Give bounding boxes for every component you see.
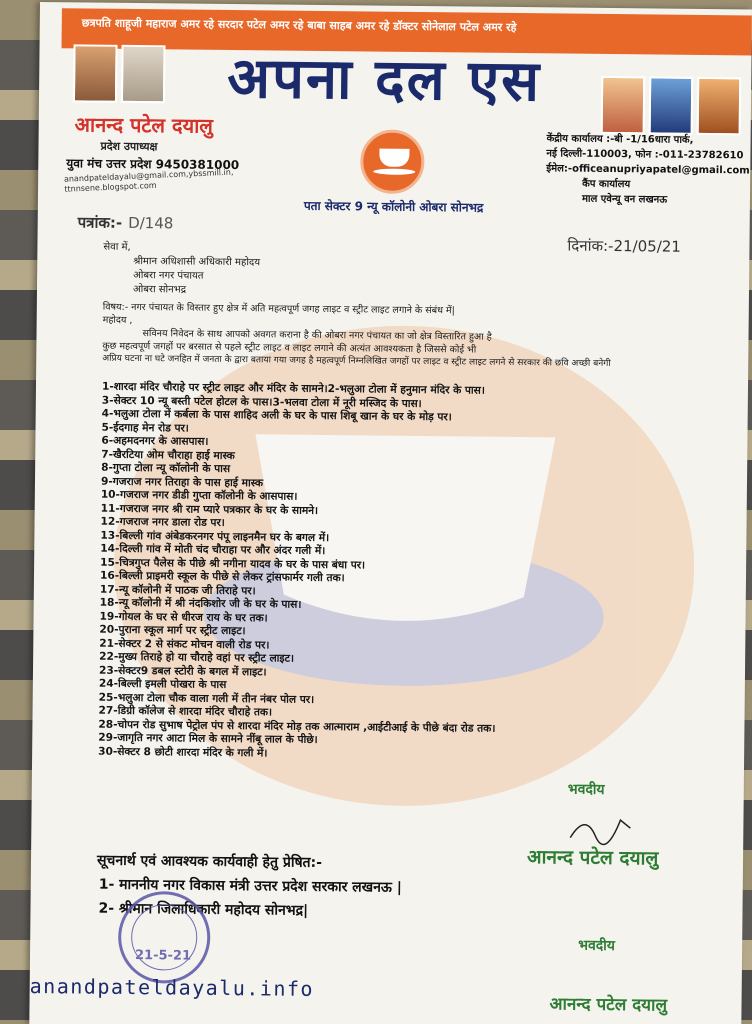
person-blog: ttnnsene.blogspot.com xyxy=(64,180,157,194)
body-paragraph: कुछ महत्वपूर्ण जगहों पर बरसात से पहले स्ट्रीट लाइट व लाइट लगाने की अत्यंत आवश्यकता है जिससे कोई भी xyxy=(102,340,477,356)
header-slogan-strip: छत्रपति शाहूजी महाराज अमर रहे सरदार पटेल अमर रहे बाबा साहब अमर रहे डॉक्टर सोनेलाल पटेल अमर रहे xyxy=(62,8,752,55)
office-line: माल एवेन्यू वन लखनऊ xyxy=(581,193,668,206)
location-item: 20-पुराना स्कूल मार्ग पर स्ट्रीट लाइट। xyxy=(99,623,246,638)
location-item: 16-बिल्ली प्राइमरी स्कूल के पीछे से लेकर ट्रांसफार्मर गली तक। xyxy=(99,569,345,585)
leader-portrait-1 xyxy=(73,44,118,102)
party-address: पता सेक्टर 9 न्यू कॉलोनी ओबरा सोनभद्र xyxy=(303,198,484,215)
leader-portrait-2 xyxy=(121,45,166,103)
office-line: ईमेल:-officeanupriyapatel@gmail.com xyxy=(546,163,750,177)
location-item: 22-मुख्य तिराहे हो या चौराहे वहां पर स्ट्रीट लाइट। xyxy=(99,650,295,665)
location-item: 17-न्यू कॉलोनी में पाठक जी तिराहे पर। xyxy=(99,583,256,597)
reference-number xyxy=(78,212,174,233)
location-item: 3-सेक्टर 10 न्यू बस्ती पटेल होटल के पास।3-भलवा टोला में नूरी मस्जिद के पास। xyxy=(101,394,422,410)
location-item: 8-गुप्ता टोला न्यू कॉलोनी के पास xyxy=(101,461,231,476)
signature-name-2: आनन्द पटेल दयालु xyxy=(549,994,668,1016)
location-item: 13-बिल्ली गांव अंबेडकरनगर पंपू लाइनमैन घर के बगल में। xyxy=(100,529,330,544)
addressee-line: श्रीमान अधिशासी अधिकारी महोदय xyxy=(133,255,261,269)
leader-portrait-5 xyxy=(697,77,742,135)
location-item: 15-चित्रगुप्त पैलेस के पीछे श्री नगीना यादव के घर के पास बंधा पर। xyxy=(100,556,366,571)
leader-portrait-3 xyxy=(601,76,646,134)
office-line: केंद्रीय कार्यालय :-बी -1/16धारा पार्क, xyxy=(546,133,694,146)
location-item: 27-डिग्री कॉलेज से शारदा मंदिर चौराहे तक। xyxy=(98,704,273,719)
location-item: 11-गजराज नगर श्री राम प्यारे पत्रकार के घर के सामने। xyxy=(100,502,319,517)
office-address xyxy=(546,131,750,208)
addressee-line: सेवा में, xyxy=(103,241,131,253)
ref-label: पत्रांक:- xyxy=(77,213,123,232)
party-name: अपना दल एस xyxy=(227,45,542,115)
body-paragraph: अप्रिय घटना ना घटे जनहित में जनता के द्वारा बताया गया जगह है महत्वपूर्ण निम्नलिखित जगहों पर लाइट व स्ट्रीट लाइट लगने से सरकार की छवि अच्छी बनेगी xyxy=(102,353,611,369)
person-name: आनन्द पटेल दयालु xyxy=(74,112,214,138)
location-item: 5-ईदगाह मेन रोड पर। xyxy=(101,421,189,435)
letter-date: दिनांक:-21/05/21 xyxy=(567,236,681,256)
location-item: 9-गजराज नगर तिराहा के पास हाई मास्क xyxy=(100,475,264,489)
handwritten-signature xyxy=(565,808,635,849)
office-stamp xyxy=(118,891,211,984)
cc-item: 1- माननीय नगर विकास मंत्री उत्तर प्रदेश सरकार लखनऊ | xyxy=(98,876,402,896)
body-paragraph: सविनय निवेदन के साथ आपको अवगत कराना है की ओबरा नगर पंचायत का जो क्षेत्र विस्तारित हुआ है xyxy=(142,328,492,343)
letter-body xyxy=(102,241,723,372)
stamp-date: 21-5-21 xyxy=(134,948,192,964)
location-item: 30-सेक्टर 8 छोटी शारदा मंदिर के गली में। xyxy=(98,745,268,759)
person-phone: युवा मंच उत्तर प्रदेश 9450381000 xyxy=(66,156,240,173)
location-item: 14-दिल्ली गांव में मोती चंद चौराहा पर और अंदर गली में। xyxy=(100,542,326,558)
cup-plate-logo-icon xyxy=(360,129,425,194)
addressee-block xyxy=(103,241,724,303)
location-item: 24-बिल्ली इमली पोखरा के पास xyxy=(98,677,227,691)
person-contact xyxy=(64,168,234,195)
person-designation: प्रदेश उपाध्यक्ष xyxy=(100,139,158,154)
location-item: 18-न्यू कॉलोनी में श्री नंदकिशोर जी के घर के पास। xyxy=(99,596,302,611)
location-item: 29-जागृति नगर आटा मिल के सामने नींबू लाल के पीछे। xyxy=(98,731,318,746)
website-link[interactable]: anandpateldayalu.info xyxy=(29,973,315,1001)
cc-title: सूचनार्थ एवं आवश्यक कार्यवाही हेतु प्रेषित:- xyxy=(96,852,323,871)
ref-value: D/148 xyxy=(128,213,174,233)
letterhead xyxy=(60,8,752,225)
location-list xyxy=(98,381,752,766)
signature-name-1: आनन्द पटेल दयालु xyxy=(526,846,659,870)
location-item: 4-भलुआ टोला में कर्बला के पास शाहिद अली के घर के पास शिबू खान के घर के मोड़ पर। xyxy=(101,407,452,424)
location-item: 1-शारदा मंदिर चौराहे पर स्ट्रीट लाइट और मंदिर के सामने।2-भलुआ टोला में हनुमान मंदिर के पास। xyxy=(101,380,485,397)
person-email: anandpateldayalu@gmail.com,ybssmill.in, xyxy=(63,167,234,184)
location-item: 28-चोपन रोड सुभाष पेट्रोल पंप से शारदा मंदिर मोड़ तक आत्माराम ,आईटीआई के पीछे बंदा रोड तक। xyxy=(98,718,496,735)
location-item: 12-गजराज नगर डाला रोड पर। xyxy=(100,515,225,529)
addressee-line: ओबरा नगर पंचायत xyxy=(133,269,204,282)
location-item: 25-भलुआ टोला चौक वाला गली में तीन नंबर पोल पर। xyxy=(98,691,315,706)
signature-block-2 xyxy=(578,936,615,955)
closing-text: भवदीय xyxy=(578,937,616,955)
cc-item: 2- श्रीमान जिलाधिकारी महोदय सोनभद्र| xyxy=(98,900,309,919)
location-item: 23-सेक्टर9 डबल स्टोरी के बगल में लाइट। xyxy=(98,664,267,678)
office-line: नई दिल्ली-110003, फोन :-011-23782610 xyxy=(546,148,744,162)
signature-block-1 xyxy=(568,780,605,799)
location-item: 6-अहमदनगर के आसपास। xyxy=(101,434,209,448)
location-item: 7-खैरटिया ओम चौराहा हाई मास्क xyxy=(101,448,235,462)
office-line: कैंप कार्यालय xyxy=(582,178,631,191)
subject-line: विषय:- नगर पंचायत के विस्तार हुए क्षेत्र में अति महत्वपूर्ण जगह लाइट व स्ट्रीट लाइट लगाने के संबंध में| xyxy=(102,301,455,317)
leader-portrait-4 xyxy=(649,76,694,134)
closing-text: भवदीय xyxy=(567,781,605,798)
location-item: 19-गोयल के घर से धीरज राय के घर तक। xyxy=(99,610,268,624)
addressee-line: ओबरा सोनभद्र xyxy=(132,283,187,296)
letter-paper xyxy=(29,2,752,1024)
location-item: 21-सेक्टर 2 से संकट मोचन वाली रोड पर। xyxy=(99,637,270,651)
location-item: 10-गजराज नगर डीडी गुप्ता कॉलोनी के आसपास। xyxy=(100,488,298,503)
salutation: महोदय , xyxy=(102,314,133,326)
